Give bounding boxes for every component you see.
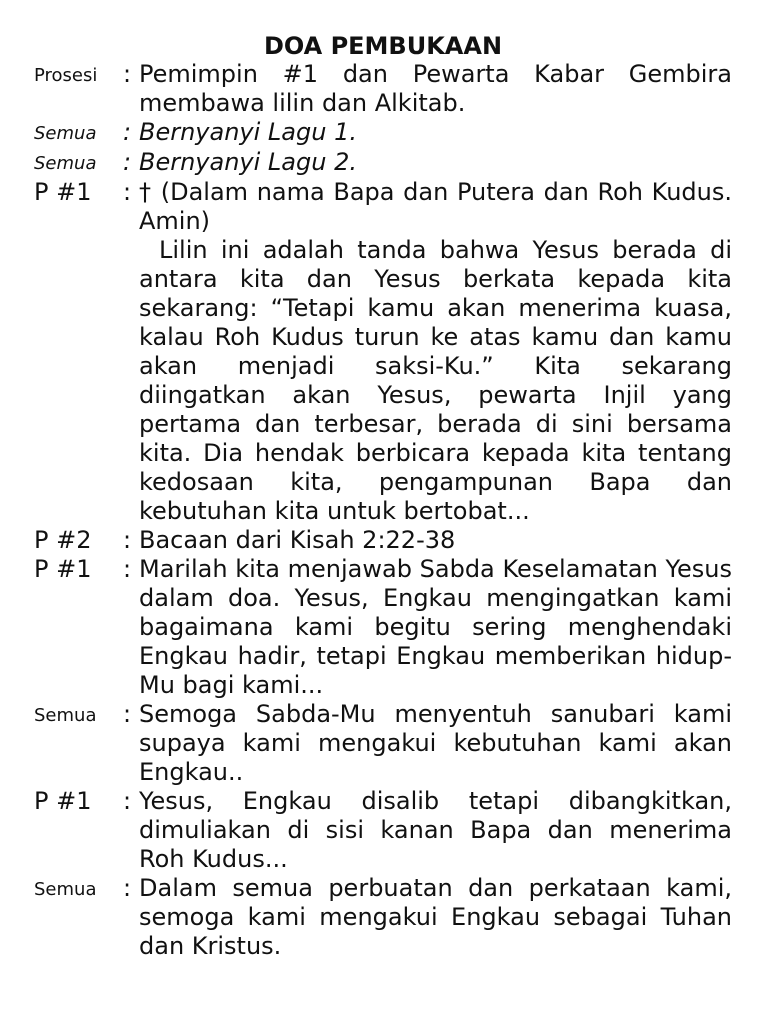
colon-separator: : (123, 60, 132, 88)
speaker-label: Semua (34, 123, 97, 144)
speaker-label: P #1 (34, 555, 92, 583)
colon-separator: : (123, 874, 132, 902)
entry-text (139, 555, 732, 700)
colon-separator: : (123, 700, 132, 728)
speaker-label: P #1 (34, 787, 92, 815)
paragraph: Semoga Sabda-Mu menyentuh sanubari kami supaya kami mengakui kebutuhan kami akan Engkau.. (139, 700, 732, 786)
entry-text (139, 787, 732, 874)
speaker-label: Prosesi (34, 65, 98, 86)
paragraph: Bacaan dari Kisah 2:22-38 (139, 526, 456, 554)
entry-p1-crucified (34, 787, 732, 874)
colon-separator: : (123, 555, 132, 583)
page-title: DOA PEMBUKAAN (263, 32, 503, 60)
paragraph: Marilah kita menjawab Sabda Keselamatan Yesus dalam doa. Yesus, Engkau mengingatkan kami bagaimana kami begitu sering menghendaki Engkau hadir, tetapi Engkau memberikan hidup-Mu bagi kami... (139, 555, 732, 699)
paragraph: Yesus, Engkau disalib tetapi dibangkitkan, dimuliakan di sisi kanan Bapa dan menerima Roh Kudus... (139, 787, 732, 873)
entry-semua-lagu-2 (34, 148, 732, 178)
speaker-label: Semua (34, 153, 97, 174)
paragraph: Lilin ini adalah tanda bahwa Yesus berada di antara kita dan Yesus berkata kepada kita sekarang: “Tetapi kamu akan menerima kuasa, kalau Roh Kudus turun ke atas kamu dan kamu akan menjadi saksi-Ku.” Kita sekarang diingatkan akan Yesus, pewarta Injil yang pertama dan terbesar, berada di sini bersama kita. Dia hendak berbicara kepada kita tentang kedosaan kita, pengampunan Bapa dan kebutuhan kita untuk bertobat... (139, 236, 732, 525)
paragraph: † (Dalam nama Bapa dan Putera dan Roh Kudus. Amin) (139, 178, 732, 235)
speaker-label: Semua (34, 705, 97, 726)
entry-text (139, 148, 732, 177)
entry-semua-response-1 (34, 700, 732, 787)
entry-p1-opening (34, 178, 732, 526)
speaker-label: P #1 (34, 178, 92, 206)
colon-separator: : (123, 118, 132, 146)
entry-text (139, 526, 732, 555)
entry-text (139, 700, 732, 787)
colon-separator: : (123, 787, 132, 815)
paragraph: Bernyanyi Lagu 2. (139, 148, 357, 176)
entry-p1-response (34, 555, 732, 700)
colon-separator: : (123, 148, 132, 176)
entry-semua-response-2 (34, 874, 732, 961)
entry-text (139, 60, 732, 118)
entry-text (139, 118, 732, 147)
colon-separator: : (123, 526, 132, 554)
entry-semua-lagu-1 (34, 118, 732, 148)
paragraph: Bernyanyi Lagu 1. (139, 118, 357, 146)
paragraph: Pemimpin #1 dan Pewarta Kabar Gembira membawa lilin dan Alkitab. (139, 60, 732, 117)
entry-prosesi (34, 60, 732, 118)
colon-separator: : (123, 178, 132, 206)
document-page (34, 32, 732, 961)
speaker-label: Semua (34, 879, 97, 900)
speaker-label: P #2 (34, 526, 92, 554)
entry-p2-reading (34, 526, 732, 555)
paragraph: Dalam semua perbuatan dan perkataan kami, semoga kami mengakui Engkau sebagai Tuhan dan Kristus. (139, 874, 732, 960)
entry-text (139, 178, 732, 526)
entry-text (139, 874, 732, 961)
